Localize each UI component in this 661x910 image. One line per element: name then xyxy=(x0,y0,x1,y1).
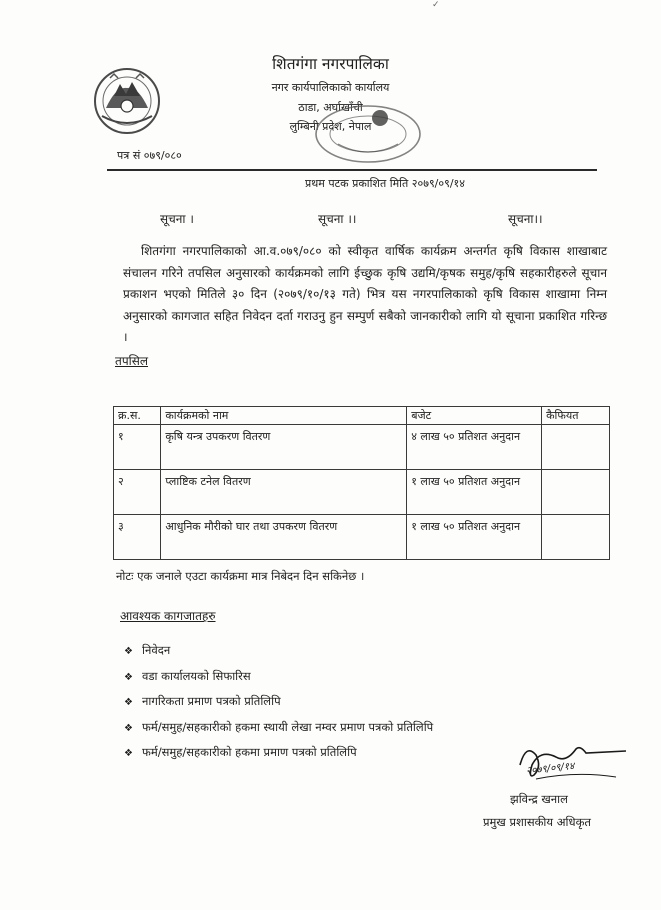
notice-body-text: शितगंगा नगरपालिकाको आ.व.०७९/०८० को स्वीकृत वार्षिक कार्यक्रम अन्तर्गत कृषि विकास शाखाबाट संचालन गरिने तपसिल अनुसारको कार्यक्रमको लागि ईच्छुक कृषि उद्यमि/कृषक समुह/कृषि सहकारीहरुले सूचान प्रकाशन भएको मितिले ३० दिन (२०७९/१०/१३ गते) भित्र यस नगरपालिकाको कृषि विकास शाखामा निम्न अनुसारको कागजात सहित निवेदन दर्ता गराउनु हुन सम्पुर्ण सबैको जानकारीको लागि यो सूचाना प्रकाशित गरिन्छ । xyxy=(123,244,607,345)
office-stamp xyxy=(308,100,428,168)
header-divider xyxy=(107,169,597,171)
table-row xyxy=(114,470,610,515)
row-budget: १ लाख ५० प्रतिशत अनुदान xyxy=(407,470,542,515)
row-program-name: कृषि यन्त्र उपकरण वितरण xyxy=(161,425,407,470)
row-serial: १ xyxy=(114,425,161,470)
diamond-bullet-icon: ❖ xyxy=(124,671,133,683)
header-remarks: कैफियत xyxy=(542,407,610,425)
row-remark xyxy=(542,470,610,515)
notice-heading-3: सूचना।। xyxy=(508,212,543,226)
list-item xyxy=(124,745,433,771)
list-item xyxy=(124,694,433,720)
office-name: नगर कार्यपालिकाको कार्यालय xyxy=(271,81,390,94)
diamond-bullet-icon: ❖ xyxy=(124,722,133,734)
diamond-bullet-icon: ❖ xyxy=(124,748,133,759)
office-province: लुम्बिनी प्रदेश, नेपाल xyxy=(289,120,372,133)
required-documents-list xyxy=(124,643,433,771)
application-note: नोटः एक जनाले एउटा कार्यक्रमा मात्र निबेदन दिन सकिनेछ । xyxy=(116,569,365,583)
document-item-text: वडा कार्यालयको सिफारिस xyxy=(142,668,251,683)
row-program-name: आधुनिक मौरीको घार तथा उपकरण वितरण xyxy=(161,515,407,560)
notice-heading-1: सूचना । xyxy=(160,212,194,226)
row-serial: ३ xyxy=(114,515,161,560)
first-publication-date: प्रथम पटक प्रकाशित मिति २०७९/०९/१४ xyxy=(305,177,465,190)
header-program-name: कार्यक्रमको नाम xyxy=(161,407,407,425)
notice-body xyxy=(123,241,607,349)
row-remark xyxy=(542,515,610,560)
row-remark xyxy=(542,425,610,470)
notice-heading-2: सूचना ।। xyxy=(318,212,357,226)
diamond-bullet-icon: ❖ xyxy=(124,646,133,657)
table-header-row xyxy=(114,407,610,425)
signatory-post: प्रमुख प्रशासकीय अधिकृत xyxy=(483,815,591,829)
list-item xyxy=(124,643,433,669)
diamond-bullet-icon: ❖ xyxy=(124,697,133,708)
schedule-label: तपसिल xyxy=(115,354,149,368)
row-budget: १ लाख ५० प्रतिशत अनुदान xyxy=(407,515,542,560)
signature-date: २०७९/०९/१४ xyxy=(525,760,575,777)
municipality-title: शितगंगा नगरपालिका xyxy=(272,55,389,73)
document-item-text: फर्म/समुह/सहकारीको हकमा स्थायी लेखा नम्वर प्रमाण पत्रको प्रतिलिपि xyxy=(142,719,434,734)
row-program-name: प्लाष्टिक टनेल वितरण xyxy=(161,470,407,515)
table-row xyxy=(114,515,610,560)
signatory-name: झविन्द्र खनाल xyxy=(510,792,568,806)
document-item-text: निवेदन xyxy=(142,643,171,657)
program-table xyxy=(113,406,610,560)
list-item xyxy=(124,720,433,746)
row-serial: २ xyxy=(114,470,161,515)
corner-mark: ✓ xyxy=(432,0,440,10)
header-serial: क्र.स. xyxy=(114,407,161,425)
office-location: ठाडा, अर्घाखाँची xyxy=(298,101,363,114)
required-documents-title: आवश्यक कागजातहरु xyxy=(120,609,216,623)
header-budget: बजेट xyxy=(407,407,542,425)
letter-reference-number: पत्र सं ०७९/०८० xyxy=(117,149,182,162)
table-row xyxy=(114,425,610,470)
document-item-text: फर्म/समुह/सहकारीको हकमा प्रमाण पत्रको प्रतिलिपि xyxy=(142,745,357,759)
row-budget: ४ लाख ५० प्रतिशत अनुदान xyxy=(407,425,542,470)
handwritten-signature xyxy=(516,735,636,785)
document-item-text: नागरिकता प्रमाण पत्रको प्रतिलिपि xyxy=(142,694,281,708)
list-item xyxy=(124,669,433,695)
